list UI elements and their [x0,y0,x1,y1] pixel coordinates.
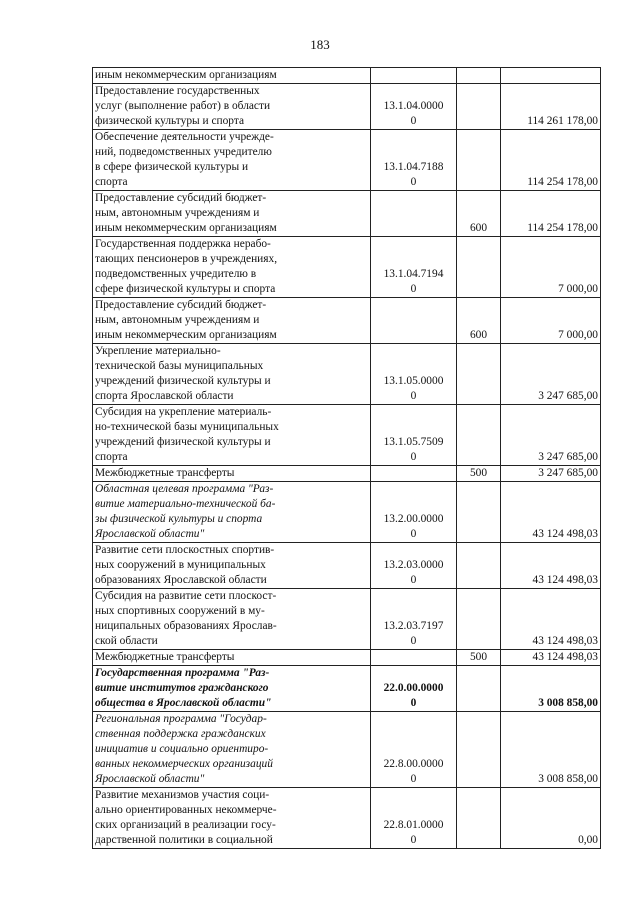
item-name-line: учреждений физической культуры и [95,436,271,448]
target-code-line: 13.1.05.0000 [383,375,444,387]
table-row [93,68,601,84]
item-name-cell [93,344,371,405]
target-code-line: 13.2.03.7197 [383,620,444,632]
item-name-line: ным, автономным учреждениям и [95,207,260,219]
target-code-line: 0 [410,390,417,402]
target-code-line: 0 [410,635,417,647]
item-name-line: ских организаций в реализации госу- [95,819,276,831]
amount-cell: 3 008 858,00 [501,712,601,788]
expense-type-cell [457,666,501,712]
item-name-line: Укрепление материально- [95,345,221,357]
table-row [93,466,601,482]
table-row [93,543,601,589]
item-name-line: Государственная программа "Раз- [95,667,270,679]
target-code-line: 0 [410,451,417,463]
target-code-line: 0 [410,115,417,127]
item-name-line: технической базы муниципальных [95,360,264,372]
item-name-cell [93,482,371,543]
expense-type-cell: 500 [457,466,501,482]
target-code-line: 13.1.05.7509 [383,436,444,448]
expense-type-cell [457,405,501,466]
item-name-line: Обеспечение деятельности учрежде- [95,131,274,143]
table-row [93,237,601,298]
item-name-line: ных сооружений в муниципальных [95,559,266,571]
item-name-cell [93,298,371,344]
item-name-cell [93,84,371,130]
table-row [93,191,601,237]
budget-table-body [93,68,601,849]
target-code-cell [371,68,457,84]
amount-cell: 114 254 178,00 [501,130,601,191]
target-code-cell [371,344,457,405]
target-code-cell [371,191,457,237]
amount-cell: 3 247 685,00 [501,405,601,466]
table-row [93,130,601,191]
item-name-cell [93,666,371,712]
item-name-line: Развитие механизмов участия соци- [95,789,270,801]
item-name-line: спорта Ярославской области [95,390,234,402]
item-name-line: в сфере физической культуры и [95,161,249,173]
expense-type-cell: 600 [457,298,501,344]
item-name-line: ным, автономным учреждениям и [95,314,260,326]
table-row [93,666,601,712]
target-code-cell [371,712,457,788]
expense-type-cell: 600 [457,191,501,237]
amount-cell: 7 000,00 [501,237,601,298]
item-name-line: учреждений физической культуры и [95,375,271,387]
item-name-line: иным некоммерческим организациям [95,222,277,234]
target-code-line: 0 [410,528,417,540]
expense-type-cell [457,84,501,130]
item-name-line: ально ориентированных некоммерче- [95,804,277,816]
target-code-line: 0 [410,574,417,586]
table-row [93,788,601,849]
item-name-line: ской области [95,635,158,647]
item-name-line: Предоставление государственных [95,85,260,97]
expense-type-cell [457,589,501,650]
item-name-line: иным некоммерческим организациям [95,69,277,81]
item-name-line: подведомственных учредителю в [95,268,257,280]
item-name-line: физической культуры и спорта [95,115,245,127]
expense-type-cell [457,482,501,543]
item-name-line: Предоставление субсидий бюджет- [95,299,267,311]
item-name-line: инициатив и социально ориентиро- [95,743,269,755]
amount-cell: 3 008 858,00 [501,666,601,712]
item-name-line: сфере физической культуры и спорта [95,283,276,295]
item-name-line: Ярославской области" [95,773,205,785]
item-name-line: ных спортивных сооружений в му- [95,605,265,617]
item-name-line: ванных некоммерческих организаций [95,758,273,770]
item-name-line: ниципальных образованиях Ярослав- [95,620,277,632]
item-name-line: Ярославской области" [95,528,205,540]
item-name-line: образованиях Ярославской области [95,574,267,586]
item-name-cell [93,68,371,84]
expense-type-cell [457,344,501,405]
item-name-cell [93,589,371,650]
item-name-line: Предоставление субсидий бюджет- [95,192,267,204]
page-number: 183 [310,37,330,52]
amount-cell: 0,00 [501,788,601,849]
item-name-cell [93,788,371,849]
target-code-cell [371,589,457,650]
target-code-cell [371,130,457,191]
target-code-line: 13.1.04.0000 [383,100,444,112]
item-name-line: витие институтов гражданского [95,682,269,694]
expense-type-cell [457,130,501,191]
expense-type-cell [457,543,501,589]
table-row [93,589,601,650]
budget-table [92,67,601,849]
target-code-cell [371,543,457,589]
item-name-line: зы физической культуры и спорта [95,513,263,525]
expense-type-cell [457,237,501,298]
table-row [93,712,601,788]
amount-cell: 43 124 498,03 [501,650,601,666]
item-name-line: ственная поддержка гражданских [95,728,266,740]
expense-type-cell [457,68,501,84]
amount-cell [501,68,601,84]
item-name-line: дарственной политики в социальной [95,834,273,846]
amount-cell: 114 254 178,00 [501,191,601,237]
target-code-cell [371,84,457,130]
item-name-line: ний, подведомственных учредителю [95,146,272,158]
target-code-line: 22.8.00.0000 [383,758,444,770]
target-code-line: 0 [410,283,417,295]
target-code-cell [371,482,457,543]
item-name-cell [93,712,371,788]
target-code-cell [371,650,457,666]
table-row [93,298,601,344]
table-row [93,650,601,666]
table-row [93,405,601,466]
item-name-line: спорта [95,451,128,463]
target-code-cell [371,237,457,298]
item-name-cell [93,543,371,589]
target-code-cell [371,666,457,712]
target-code-cell [371,405,457,466]
item-name-cell [93,237,371,298]
item-name-line: спорта [95,176,128,188]
item-name-cell [93,130,371,191]
item-name-line: Межбюджетные трансферты [95,467,235,479]
table-row [93,84,601,130]
target-code-line: 0 [410,773,417,785]
target-code-line: 0 [410,834,417,846]
target-code-line: 13.1.04.7194 [383,268,444,280]
item-name-line: общества в Ярославской области" [95,697,272,709]
item-name-cell [93,650,371,666]
amount-cell: 114 261 178,00 [501,84,601,130]
target-code-cell [371,298,457,344]
amount-cell: 7 000,00 [501,298,601,344]
table-row [93,344,601,405]
amount-cell: 43 124 498,03 [501,482,601,543]
expense-type-cell: 500 [457,650,501,666]
amount-cell: 43 124 498,03 [501,589,601,650]
item-name-line: Региональная программа "Государ- [95,713,267,725]
target-code-line: 13.1.04.7188 [383,161,444,173]
item-name-line: Межбюджетные трансферты [95,651,235,663]
target-code-line: 13.2.03.0000 [383,559,444,571]
item-name-line: витие материально-технической ба- [95,498,276,510]
target-code-line: 0 [410,697,417,709]
item-name-line: тающих пенсионеров в учреждениях, [95,253,278,265]
target-code-cell [371,788,457,849]
amount-cell: 43 124 498,03 [501,543,601,589]
item-name-line: услуг (выполнение работ) в области [95,100,271,112]
amount-cell: 3 247 685,00 [501,344,601,405]
amount-cell: 3 247 685,00 [501,466,601,482]
item-name-cell [93,466,371,482]
item-name-line: Субсидия на развитие сети плоскост- [95,590,277,602]
target-code-line: 13.2.00.0000 [383,513,444,525]
item-name-line: Областная целевая программа "Раз- [95,483,274,495]
target-code-cell [371,466,457,482]
item-name-line: но-технической базы муниципальных [95,421,279,433]
expense-type-cell [457,712,501,788]
target-code-line: 22.0.00.0000 [383,682,444,694]
expense-type-cell [457,788,501,849]
item-name-cell [93,191,371,237]
table-row [93,482,601,543]
target-code-line: 22.8.01.0000 [383,819,444,831]
target-code-line: 0 [410,176,417,188]
item-name-line: иным некоммерческим организациям [95,329,277,341]
item-name-line: Государственная поддержка нерабо- [95,238,271,250]
item-name-cell [93,405,371,466]
item-name-line: Субсидия на укрепление материаль- [95,406,272,418]
item-name-line: Развитие сети плоскостных спортив- [95,544,275,556]
